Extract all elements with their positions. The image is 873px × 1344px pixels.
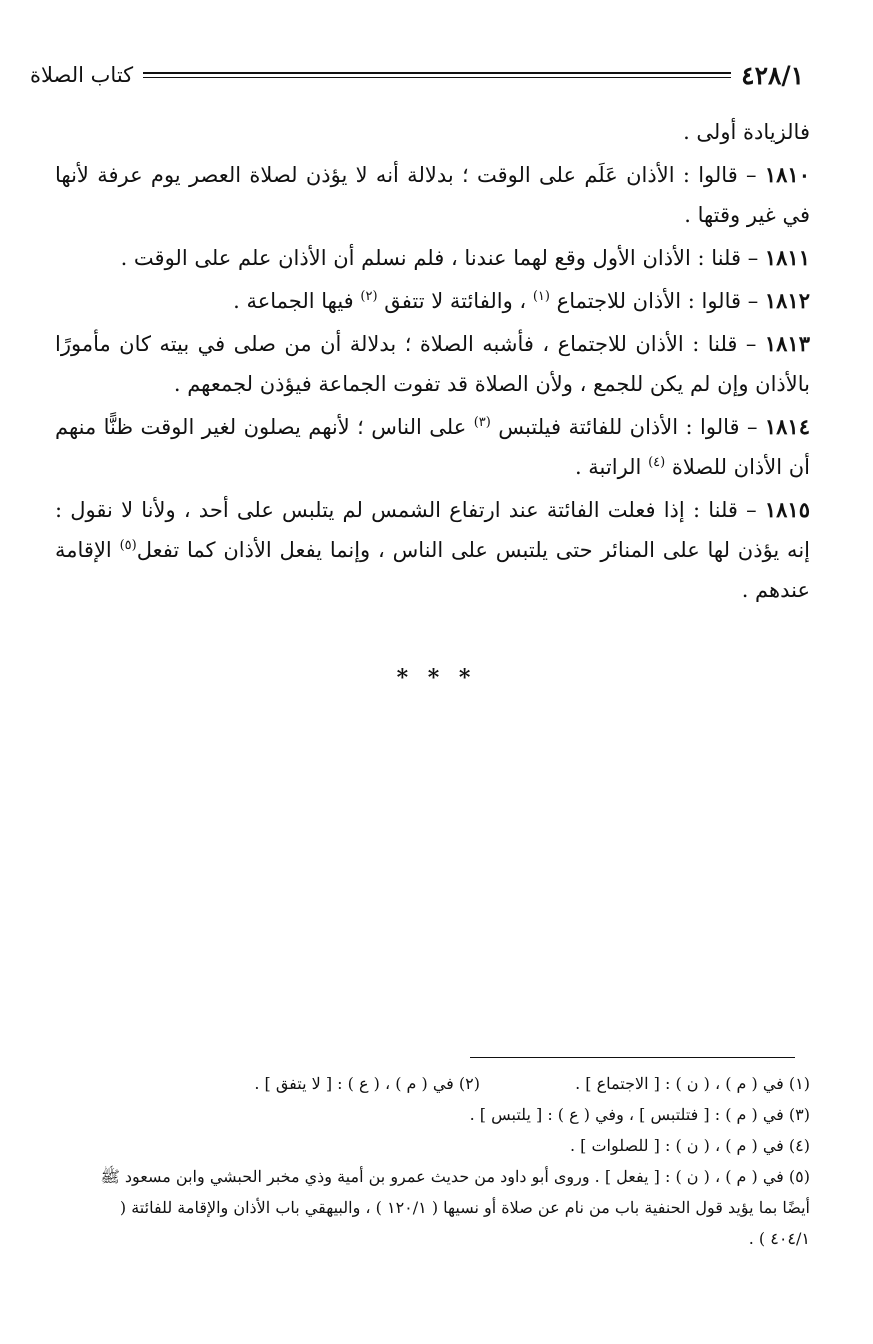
book-title: كتاب الصلاة [30, 63, 134, 87]
section-separator: * * * [396, 665, 477, 691]
paragraph-number: ١٨١٠ [764, 162, 810, 187]
footnote-ref: (١) [532, 289, 550, 304]
footnotes [100, 1068, 810, 1254]
page-number: ٤٢٨/١ [741, 60, 804, 90]
paragraph-text: ، والفائتة لا تتفق [377, 289, 533, 313]
header-rule [143, 72, 731, 78]
footnote-ref: (٣) [473, 415, 491, 430]
footnote: (٥) في ( م ) ، ( ن ) : [ يفعل ] . وروى أبو داود من حديث عمرو بن أمية وذي مخبر الحبشي وابن مسعود ﷺ أيضًا بما يؤيد قول الحنفية باب من نام عن صلاة أو نسيها ( ١٢٠/١ ) ، والبيهقي باب الأذان والإقامة للفائتة ( ٤٠٤/١ ) . [100, 1167, 810, 1248]
paragraph-text: على الناس ؛ لأنهم يصلون لغير الوقت ظنًّا منهم أن الأذان للصلاة [55, 415, 810, 479]
paragraph [55, 324, 810, 404]
paragraph-text: فيها الجماعة . [233, 289, 361, 313]
paragraph-text: – قلنا : الأذان للاجتماع ، فأشبه الصلاة ؛ بدلالة أن من صلى في بيته كان مأمورًا بالأذان وإن لم يكن للجمع ، ولأن الصلاة قد تفوت الجماعة فيؤذن لجمعهم . [55, 332, 810, 396]
paragraph [55, 238, 810, 278]
paragraph-text: – قالوا : الأذان للفائتة فيلتبس [490, 415, 765, 439]
paragraph-text: الإقامة عندهم . [55, 538, 810, 602]
paragraph-number: ١٨١٤ [764, 414, 810, 439]
paragraph-text: – قلنا : إذا فعلت الفائتة عند ارتفاع الشمس لم يتلبس على أحد ، ولأنا لا نقول : إنه يؤذن لها على المنائر حتى يلتبس على الناس ، وإنما يفعل الأذان كما تفعل [55, 498, 810, 562]
paragraph [55, 155, 810, 235]
main-text [55, 112, 810, 613]
footnote: (٤) في ( م ) ، ( ن ) : [ للصلوات ] . [569, 1136, 810, 1155]
footnote-ref: (٢) [360, 289, 378, 304]
paragraph-number: ١٨١٣ [764, 331, 810, 356]
paragraph-text: – قالوا : الأذان للاجتماع [549, 289, 765, 313]
footnote: (٣) في ( م ) : [ فتلتبس ] ، وفي ( ع ) : [ يلتبس ] . [469, 1105, 810, 1124]
paragraph-text: فالزيادة أولى . [683, 120, 810, 144]
paragraph-text: الراتبة . [574, 455, 649, 479]
footnote-row [100, 1068, 810, 1099]
paragraph-number: ١٨١١ [764, 245, 810, 270]
paragraph [55, 281, 810, 321]
footnote: (٢) في ( م ) ، ( ع ) : [ لا يتفق ] . [254, 1074, 480, 1093]
paragraph-number: ١٨١٥ [764, 497, 810, 522]
paragraph [55, 407, 810, 487]
footnote-ref: (٥) [119, 538, 137, 553]
footnote: (١) في ( م ) ، ( ن ) : [ الاجتماع ] . [575, 1074, 810, 1093]
page-header [30, 58, 804, 92]
paragraph [55, 490, 810, 610]
footnote-rule [470, 1057, 795, 1058]
paragraph-text: – قلنا : الأذان الأول وقع لهما عندنا ، فلم نسلم أن الأذان علم على الوقت . [120, 246, 765, 270]
paragraph-number: ١٨١٢ [764, 288, 810, 313]
footnote-ref: (٤) [648, 455, 666, 470]
paragraph-text: – قالوا : الأذان عَلَم على الوقت ؛ بدلالة أنه لا يؤذن لصلاة العصر يوم عرفة لأنها في غير وقتها . [55, 163, 810, 227]
paragraph [55, 112, 810, 152]
